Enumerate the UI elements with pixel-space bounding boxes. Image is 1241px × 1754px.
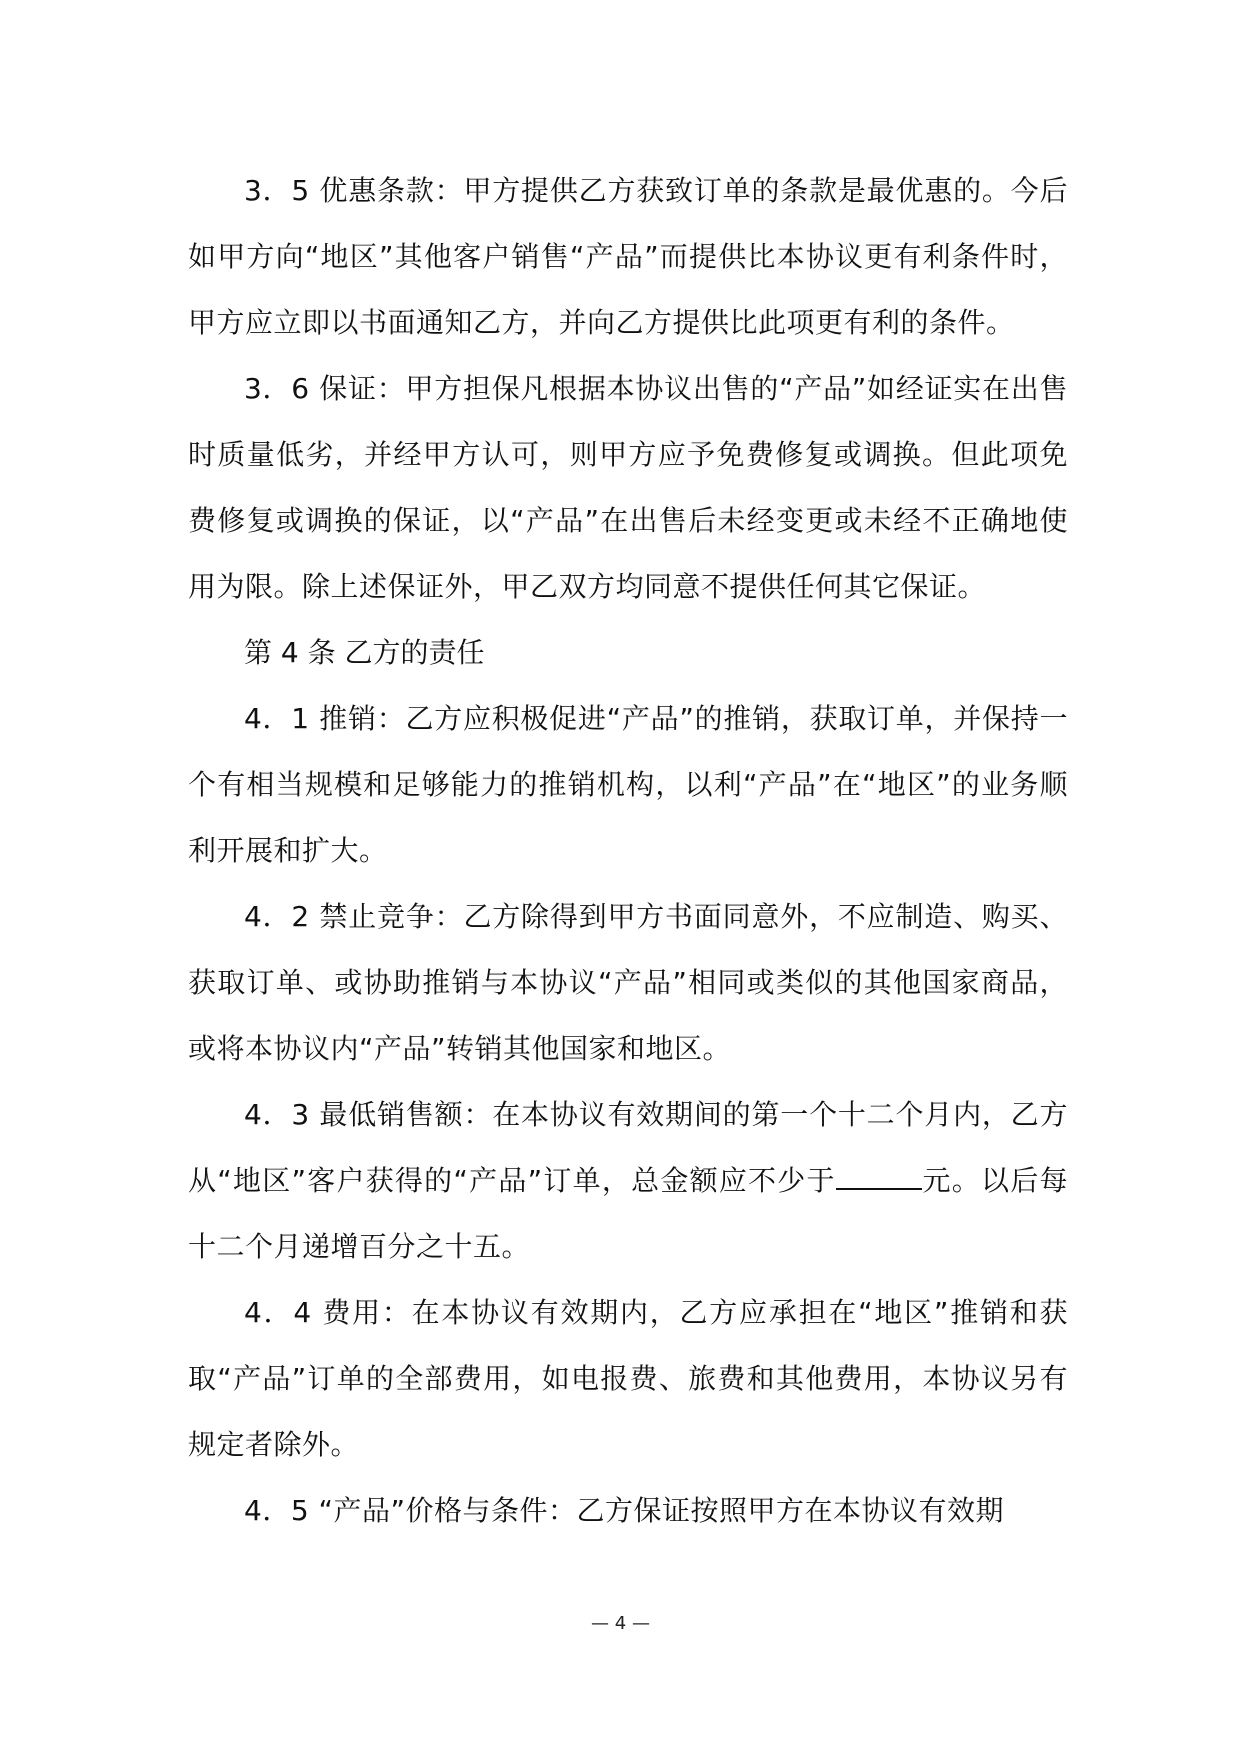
clause-4-3-text-a: 4．3 最低销售额：在本协议有效期间的第一个十二个月内，乙方从“地区”客户获得的“产品”订单，总金额应不少于 bbox=[188, 1098, 1068, 1197]
clause-4-2: 4．2 禁止竞争：乙方除得到甲方书面同意外，不应制造、购买、获取订单、或协助推销与本协议“产品”相同或类似的其他国家商品，或将本协议内“产品”转销其他国家和地区。 bbox=[188, 900, 1068, 1065]
article-4-heading: 第 4 条 乙方的责任 bbox=[244, 636, 485, 669]
clause-4-5: 4．5 “产品”价格与条件：乙方保证按照甲方在本协议有效期 bbox=[244, 1494, 1005, 1527]
clause-4-3 bbox=[188, 1082, 1068, 1280]
amount-blank-line bbox=[836, 1162, 922, 1190]
clause-3-5: 3．5 优惠条款：甲方提供乙方获致订单的条款是最优惠的。今后如甲方向“地区”其他客户销售“产品”而提供比本协议更有利条件时，甲方应立即以书面通知乙方，并向乙方提供比此项更有利的条件。 bbox=[188, 174, 1068, 339]
clause-4-1: 4．1 推销：乙方应积极促进“产品”的推销，获取订单，并保持一个有相当规模和足够能力的推销机构，以利“产品”在“地区”的业务顺利开展和扩大。 bbox=[188, 702, 1068, 867]
document-body bbox=[188, 158, 1068, 1544]
clause-4-4: 4．4 费用：在本协议有效期内，乙方应承担在“地区”推销和获取“产品”订单的全部费用，如电报费、旅费和其他费用，本协议另有规定者除外。 bbox=[188, 1296, 1068, 1461]
page-number: — 4 — bbox=[591, 1613, 650, 1634]
clause-3-6: 3．6 保证：甲方担保凡根据本协议出售的“产品”如经证实在出售时质量低劣，并经甲方认可，则甲方应予免费修复或调换。但此项免费修复或调换的保证，以“产品”在出售后未经变更或未经不正确地使用为限。除上述保证外，甲乙双方均同意不提供任何其它保证。 bbox=[188, 372, 1068, 603]
clause-4-3-text-b: 元。以后每十二个月递增百分之十五。 bbox=[188, 1164, 1068, 1263]
